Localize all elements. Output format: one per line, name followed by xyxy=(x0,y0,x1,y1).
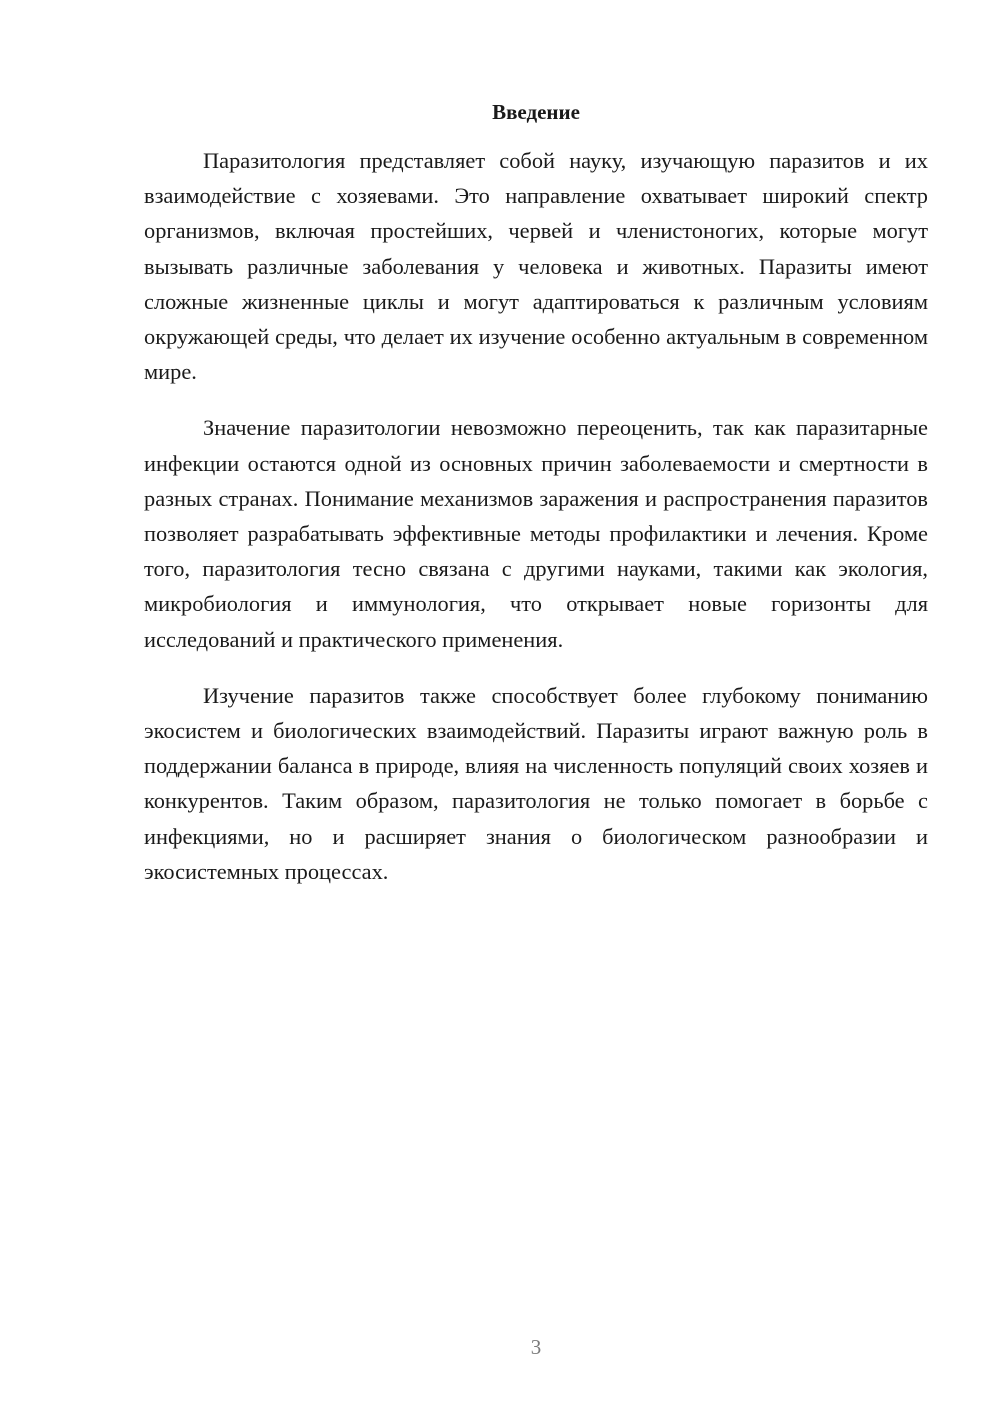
body-text xyxy=(144,143,928,910)
section-title: Введение xyxy=(492,100,580,124)
paragraph-2: Значение паразитологии невозможно переоценить, так как паразитарные инфекции остаются одной из основных причин заболеваемости и смертности в разных странах. Понимание механизмов заражения и распространения паразитов позволяет разрабатывать эффективные методы профилактики и лечения. Кроме того, паразитология тесно связана с другими науками, такими как экология, микробиология и иммунология, что открывает новые горизонты для исследований и практического применения. xyxy=(144,415,928,652)
paragraph-1: Паразитология представляет собой науку, изучающую паразитов и их взаимодействие с хозяевами. Это направление охватывает широкий спектр организмов, включая простейших, червей и членистоногих, которые могут вызывать различные заболевания у человека и животных. Паразиты имеют сложные жизненные циклы и могут адаптироваться к различным условиям окружающей среды, что делает их изучение особенно актуальным в современном мире. xyxy=(144,148,928,385)
page-number: 3 xyxy=(530,1335,542,1359)
paragraph-3: Изучение паразитов также способствует более глубокому пониманию экосистем и биологических взаимодействий. Паразиты играют важную роль в поддержании баланса в природе, влияя на численность популяций своих хозяев и конкурентов. Таким образом, паразитология не только помогает в борьбе с инфекциями, но и расширяет знания о биологическом разнообразии и экосистемных процессах. xyxy=(144,682,928,884)
